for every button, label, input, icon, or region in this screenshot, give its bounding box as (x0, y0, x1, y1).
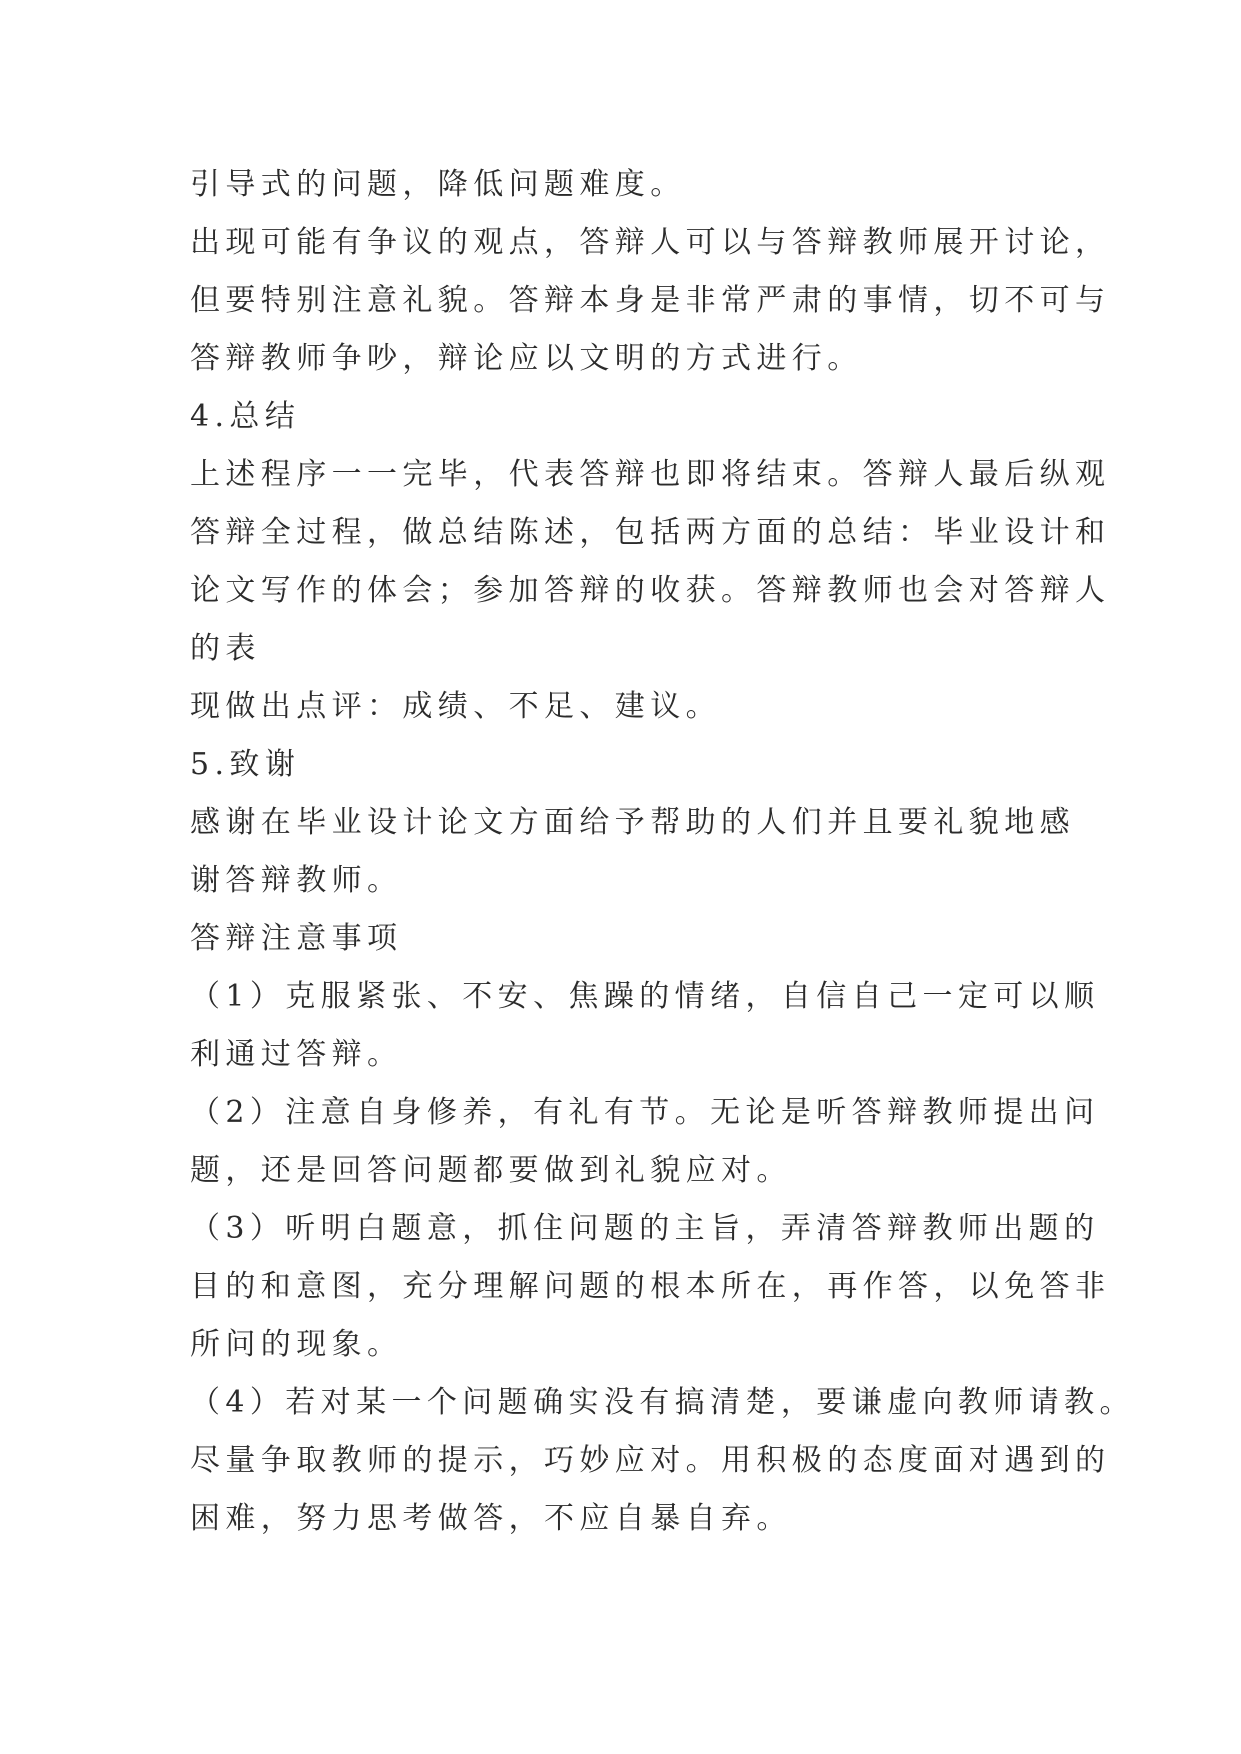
text-line: 的表 (190, 631, 261, 666)
list-item-1: （1）克服紧张、不安、焦躁的情绪，自信自己一定可以顺 (190, 979, 1100, 1014)
text-line: 论文写作的体会；参加答辩的收获。答辩教师也会对答辩人 (190, 573, 1111, 608)
text-line: 目的和意图，充分理解问题的根本所在，再作答，以免答非 (190, 1269, 1111, 1304)
text-line: 现做出点评：成绩、不足、建议。 (190, 689, 721, 724)
list-item-4: （4）若对某一个问题确实没有搞清楚，要谦虚向教师请教。 (190, 1385, 1135, 1420)
text-line: 尽量争取教师的提示，巧妙应对。用积极的态度面对遇到的 (190, 1443, 1111, 1478)
text-line: 困难，努力思考做答，不应自暴自弃。 (190, 1501, 792, 1536)
section-heading-thanks: 5.致谢 (190, 747, 301, 782)
text-line: 答辩教师争吵，辩论应以文明的方式进行。 (190, 341, 863, 376)
list-item-2: （2）注意自身修养，有礼有节。无论是听答辩教师提出问 (190, 1095, 1100, 1130)
text-line: 但要特别注意礼貌。答辩本身是非常严肃的事情，切不可与 (190, 283, 1111, 318)
text-line: 题，还是回答问题都要做到礼貌应对。 (190, 1153, 792, 1188)
text-line: 答辩全过程，做总结陈述，包括两方面的总结：毕业设计和 (190, 515, 1111, 550)
text-line: 引导式的问题，降低问题难度。 (190, 167, 686, 202)
list-item-3: （3）听明白题意，抓住问题的主旨，弄清答辩教师出题的 (190, 1211, 1100, 1246)
text-line: 出现可能有争议的观点，答辩人可以与答辩教师展开讨论， (190, 225, 1111, 260)
section-heading-notes: 答辩注意事项 (190, 921, 403, 956)
section-heading-summary: 4.总结 (190, 399, 301, 434)
body-text (190, 156, 1135, 1548)
text-line: 谢答辩教师。 (190, 863, 403, 898)
text-line: 所问的现象。 (190, 1327, 403, 1362)
text-line: 上述程序一一完毕，代表答辩也即将结束。答辩人最后纵观 (190, 457, 1111, 492)
text-line: 利通过答辩。 (190, 1037, 403, 1072)
text-line: 感谢在毕业设计论文方面给予帮助的人们并且要礼貌地感 (190, 805, 1075, 840)
